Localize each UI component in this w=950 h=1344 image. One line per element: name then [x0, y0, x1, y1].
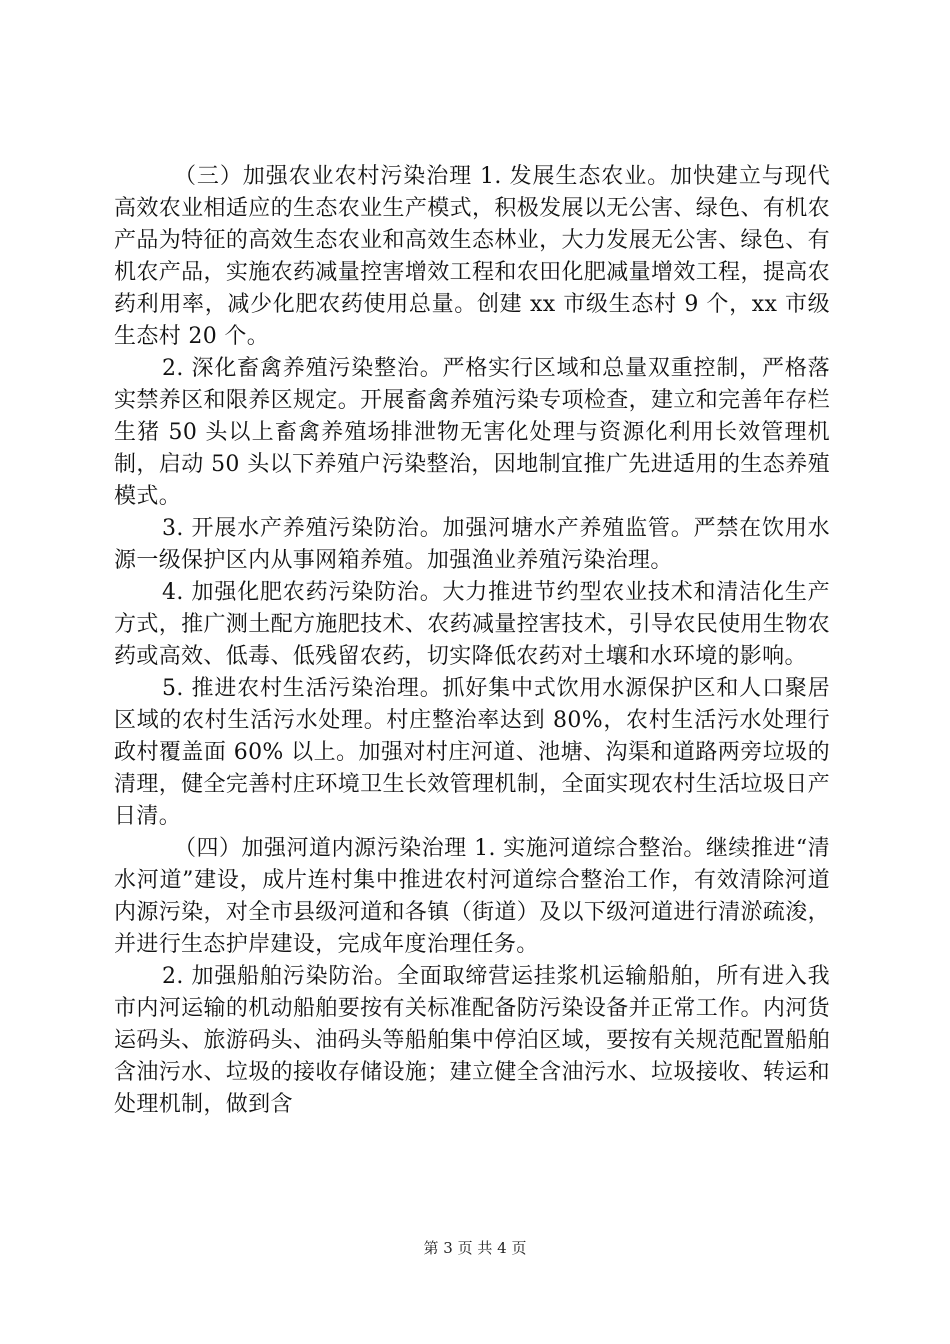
document-body: [114, 161, 830, 1121]
paragraph-section-three: （三）加强农业农村污染治理 1. 发展生态农业。加快建立与现代高效农业相适应的生态农业生产模式，积极发展以无公害、绿色、有机农产品为特征的高效生态农业和高效生态林业，大力发展无公害、绿色、有机农产品，实施农药减量控害增效工程和农田化肥减量增效工程，提高农药利用率，减少化肥农药使用总量。创建 xx 市级生态村 9 个，xx 市级生态村 20 个。: [114, 164, 830, 349]
page-footer: 第 3 页 共 4 页: [423, 1239, 527, 1257]
paragraph-item-2-livestock: 2. 深化畜禽养殖污染整治。严格实行区域和总量双重控制，严格落实禁养区和限养区规定。开展畜禽养殖污染专项检查，建立和完善年存栏生猪 50 头以上畜禽养殖场排泄物无害化处理与资源化利用长效管理机制，启动 50 头以下养殖户污染整治，因地制宜推广先进适用的生态养殖模式。: [114, 356, 830, 509]
paragraph-section-four: （四）加强河道内源污染治理 1. 实施河道综合整治。继续推进“清水河道”建设，成片连村集中推进农村河道综合整治工作，有效清除河道内源污染，对全市县级河道和各镇（街道）及以下级河道进行清淤疏浚，并进行生态护岸建设，完成年度治理任务。: [114, 836, 830, 957]
paragraph-item-2-ship: 2. 加强船舶污染防治。全面取缔营运挂浆机运输船舶，所有进入我市内河运输的机动船舶要按有关标准配备防污染设备并正常工作。内河货运码头、旅游码头、油码头等船舶集中停泊区域，要按有关规范配置船舶含油污水、垃圾的接收存储设施；建立健全含油污水、垃圾接收、转运和处理机制，做到含: [114, 964, 830, 1117]
paragraph-item-4-fertilizer: 4. 加强化肥农药污染防治。大力推进节约型农业技术和清洁化生产方式，推广测土配方施肥技术、农药减量控害技术，引导农民使用生物农药或高效、低毒、低残留农药，切实降低农药对土壤和水环境的影响。: [114, 580, 830, 669]
paragraph-item-3-aquaculture: 3. 开展水产养殖污染防治。加强河塘水产养殖监管。严禁在饮用水源一级保护区内从事网箱养殖。加强渔业养殖污染治理。: [114, 516, 830, 573]
paragraph-item-5-rural-living: 5. 推进农村生活污染治理。抓好集中式饮用水源保护区和人口聚居区域的农村生活污水处理。村庄整治率达到 80%，农村生活污水处理行政村覆盖面 60% 以上。加强对村庄河道、池塘、沟渠和道路两旁垃圾的清理，健全完善村庄环境卫生长效管理机制，全面实现农村生活垃圾日产日清。: [114, 676, 830, 829]
